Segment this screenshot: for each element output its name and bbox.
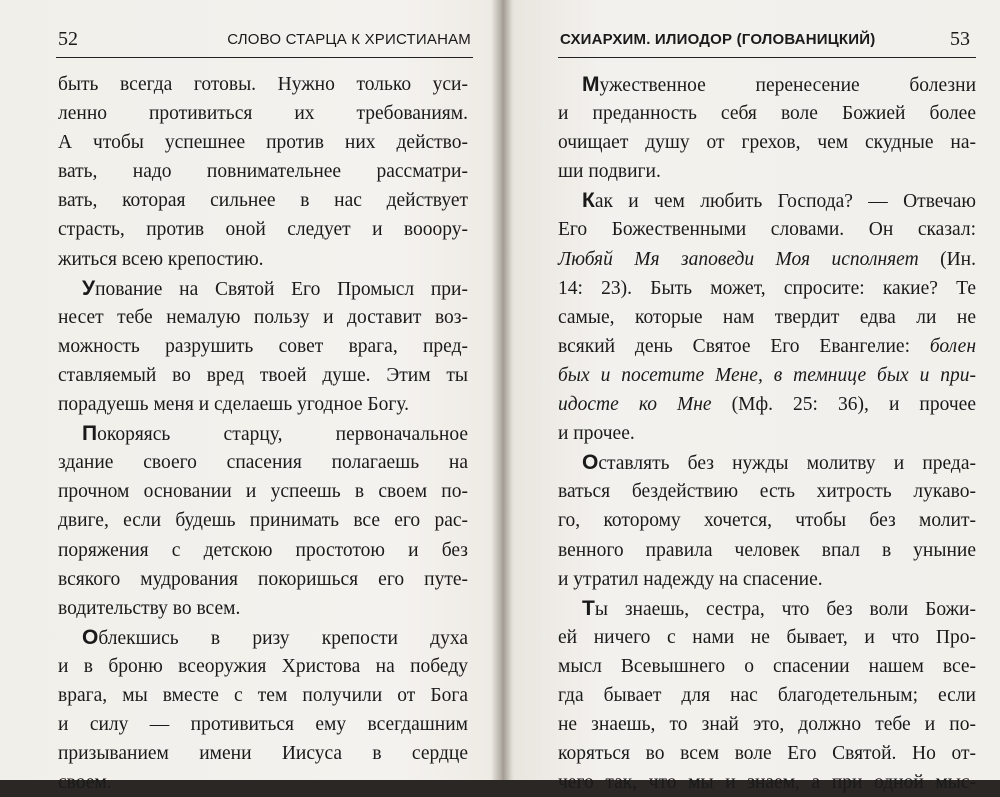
text-line: и силу — противиться ему всегдашним — [58, 714, 468, 736]
text-line: здание своего спасения полагаешь на — [58, 452, 468, 474]
text-line: самые, которые нам твердит едва ли не — [558, 306, 976, 328]
text-line: Покоряясь старцу, первоначальное — [82, 422, 468, 446]
text-line: несет тебе немалую пользу и доставит воз- — [58, 306, 468, 328]
text-line: Любяй Мя заповеди Моя исполняет (Ин. — [558, 248, 976, 270]
text-line: всякий день Святое Его Евангелие: болен — [558, 335, 976, 357]
text-line: всякого мудрования покоришься его путе- — [58, 568, 468, 590]
book-spine-shadow — [492, 0, 512, 780]
text-line: ши подвиги. — [558, 161, 661, 183]
text-line: очищает душу от грехов, чем скудные на- — [558, 132, 976, 154]
text-line: и прочее. — [558, 423, 635, 445]
right-page — [548, 0, 980, 794]
text-line — [558, 361, 976, 390]
header-rule-right — [558, 57, 976, 58]
text-line: го, которому хочется, чтобы без молит- — [558, 510, 976, 532]
text-line: прочном основании и успеешь в своем по- — [58, 481, 468, 503]
drop-initial: Т — [582, 596, 595, 620]
text-line: врага, мы вместе с тем получили от Бога — [58, 684, 468, 706]
left-page — [44, 0, 479, 794]
text-line: Как и чем любить Господа? — Отвечаю — [582, 189, 976, 213]
text-line: порадуешь меня и сделаешь угодное Богу. — [58, 394, 410, 416]
text-line: гда бывает для нас благодетельным; если — [558, 684, 976, 706]
text-line: идосте ко Мне (Мф. 25: 36), и прочее — [558, 394, 976, 416]
text-line: Ты знаешь, сестра, что без воли Божи- — [582, 596, 976, 620]
text-line: водительству во всем. — [58, 597, 241, 619]
text-line: страсть, против оной следует и вооору- — [58, 219, 468, 241]
text-line: ваться бездействию есть хитрость лукаво- — [558, 481, 976, 503]
text-line: призыванием имени Иисуса в сердце — [58, 743, 468, 765]
running-title-left: СЛОВО СТАРЦА К ХРИСТИАНАМ — [227, 31, 471, 48]
text-line: А чтобы успешнее против них действо- — [58, 132, 468, 154]
text-line: вать, надо повнимательнее рассматри- — [58, 161, 468, 183]
text-line: чего так, что мы и знаем, а при одной мыс- — [558, 772, 976, 794]
italic-quote: болен — [929, 335, 976, 357]
text-line: и в броню всеоружия Христова на победу — [58, 655, 468, 677]
page-number-left: 52 — [58, 28, 78, 50]
text-line: не знаешь, то знай это, должно тебе и по- — [558, 714, 976, 736]
text-line: поряжения с детскою простотою и без — [58, 539, 468, 561]
left-page-text — [58, 70, 468, 797]
text-line: Его Божественными словами. Он сказал: — [558, 219, 976, 241]
text-line: ленно противиться их требованиям. — [58, 103, 468, 125]
page-number-right: 53 — [950, 28, 970, 50]
text-line: быть всегда готовы. Нужно только уси- — [58, 74, 468, 95]
header-rule-left — [56, 57, 473, 58]
text-line: Мужественное перенесение болезни — [582, 73, 976, 96]
drop-initial: О — [582, 451, 599, 475]
text-line: ставляемый во вред твоей душе. Этим ты — [58, 364, 468, 386]
right-running-header — [548, 0, 980, 58]
italic-quote: идосте ко Мне — [558, 394, 712, 416]
text-line: вать, которая сильнее в нас действует — [58, 190, 468, 212]
text-line: Облекшись в ризу крепости духа — [82, 625, 468, 649]
text-line: коряться во всем воле Его Святой. Но от- — [558, 743, 976, 765]
italic-quote: Любяй Мя заповеди Моя исполняет — [558, 248, 919, 270]
text-line: Упование на Святой Его Промысл при- — [82, 276, 468, 300]
right-page-text — [558, 70, 976, 797]
running-title-right: СХИАРХИМ. ИЛИОДОР (ГОЛОВАНИЦКИЙ) — [560, 31, 876, 48]
italic-quote: бых и посетите Мене, в темнице бых и при- — [558, 364, 976, 386]
text-line: двиге, если будешь принимать все его рас- — [58, 510, 468, 532]
drop-initial: К — [582, 189, 595, 213]
drop-initial: М — [582, 73, 600, 96]
text-line: венного правила человек впал в уныние — [558, 539, 976, 561]
drop-initial: П — [82, 422, 98, 446]
text-line: Оставлять без нужды молитву и преда- — [582, 451, 976, 475]
drop-initial: У — [82, 276, 96, 300]
text-line: ей ничего с нами не бывает, и что Про- — [558, 626, 976, 648]
text-line: и преданность себя воле Божией более — [558, 103, 976, 125]
text-line: можность разрушить совет врага, пред- — [58, 335, 468, 357]
text-line: 14: 23). Быть может, спросите: какие? Те — [558, 277, 976, 299]
text-line: житься всею крепостию. — [58, 248, 264, 270]
text-line: мысл Всевышнего о спасении нашем все- — [558, 655, 976, 677]
text-line: и утратил надежду на спасение. — [558, 568, 823, 590]
left-running-header — [44, 0, 479, 58]
text-line: своем. — [58, 772, 112, 794]
drop-initial: О — [82, 625, 99, 649]
